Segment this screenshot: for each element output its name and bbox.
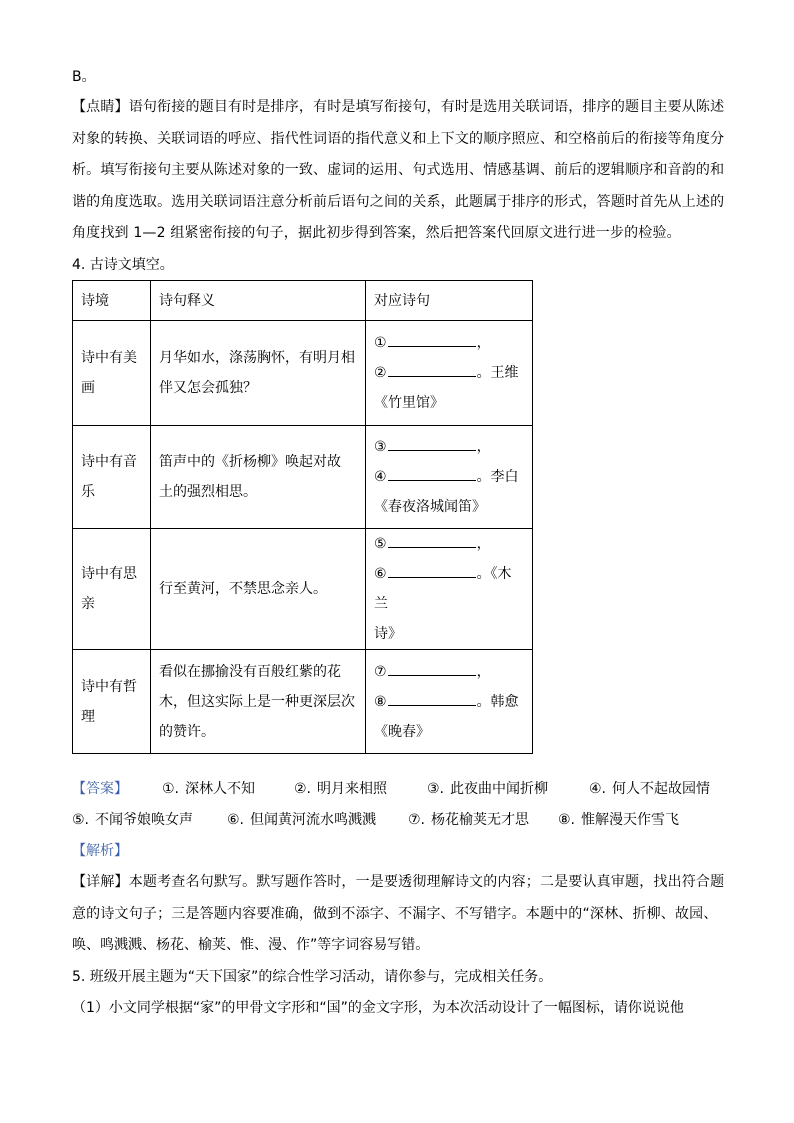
- blank-5[interactable]: [388, 531, 476, 548]
- dianjing-tag: 【点睛】: [72, 99, 129, 115]
- scene-cell: 诗中有思 亲: [73, 529, 151, 650]
- answer-item: ⑦. 杨花榆荚无才思: [408, 812, 530, 828]
- answer-item: ③. 此夜曲中闻折柳: [427, 781, 549, 797]
- table-row: [73, 426, 533, 529]
- blank-7[interactable]: [388, 659, 476, 676]
- blank-8[interactable]: [388, 689, 476, 706]
- answer-row-1: [72, 778, 722, 800]
- lines-cell: ① ， ② 。王维 《竹里馆》: [366, 321, 533, 426]
- poem-table: [72, 280, 533, 754]
- dianjing-line-2: 对象的转换、关联词语的呼应、指代性词语的指代意义和上下文的顺序照应、和空格前后的衔接等角度分: [72, 131, 725, 147]
- dianjing-line-1: [72, 97, 724, 117]
- table-row: [73, 529, 533, 650]
- scene-cell: 诗中有哲 理: [73, 650, 151, 754]
- meaning-cell: 笛声中的《折杨柳》唤起对故 土的强烈相思。: [151, 426, 366, 529]
- dianjing-line-3: 析。填写衔接句主要从陈述对象的一致、虚词的运用、句式选用、情感基调、前后的逻辑顺序和音韵的和: [72, 162, 725, 178]
- scene-cell: 诗中有美 画: [73, 321, 151, 426]
- meaning-cell: 看似在挪揄没有百般红紫的花 木，但这实际上是一种更深层次 的赞许。: [151, 650, 366, 754]
- header-meaning: 诗句释义: [151, 281, 366, 321]
- table-header-row: [73, 281, 533, 321]
- blank-2[interactable]: [388, 360, 476, 377]
- blank-1[interactable]: [388, 330, 476, 347]
- question-5-part-1: （1）小文同学根据“家”的甲骨文字形和“国”的金文字形，为本次活动设计了一幅图标，请你说说他: [72, 1000, 684, 1016]
- lines-cell: ⑤ ， ⑥ 。《木兰 诗》: [366, 529, 533, 650]
- meaning-cell: 行至黄河，不禁思念亲人。: [151, 529, 366, 650]
- answer-row-2: [72, 809, 722, 831]
- answer-item: ⑧. 惟解漫天作雪飞: [558, 812, 680, 828]
- header-lines: 对应诗句: [366, 281, 533, 321]
- dianjing-text-1: 语句衔接的题目有时是排序，有时是填写衔接句，有时是选用关联词语，排序的题目主要从陈述: [128, 99, 725, 115]
- blank-6[interactable]: [388, 561, 476, 578]
- blank-4[interactable]: [388, 464, 476, 481]
- dianjing-line-4: 谐的角度选取。选用关联词语注意分析前后语句之间的关系，此题属于排序的形式，答题时首先从上述的: [72, 194, 725, 210]
- table-row: [73, 650, 533, 754]
- answer-item: ④. 何人不起故园情: [589, 781, 711, 797]
- answer-tag: 【答案】: [72, 781, 128, 797]
- answer-item: ①. 深林人不知: [162, 781, 256, 797]
- question-4-heading: 4. 古诗文填空。: [72, 257, 174, 273]
- detail-line-3: 唤、鸣溅溅、杨花、榆荚、惟、漫、作”等字词容易写错。: [72, 937, 430, 953]
- dianjing-line-5: 角度找到 1—2 组紧密衔接的句子，据此初步得到答案，然后把答案代回原文进行进一步的检验。: [72, 225, 681, 241]
- blank-3[interactable]: [388, 434, 476, 451]
- answer-letter: B。: [72, 69, 96, 85]
- detail-line-2: 意的诗文句子；三是答题内容要准确，做到不添字、不漏字、不写错字。本题中的“深林、折柳、故园、: [72, 906, 718, 922]
- answer-item: ②. 明月来相照: [294, 781, 388, 797]
- lines-cell: ⑦ ， ⑧ 。韩愈 《晚春》: [366, 650, 533, 754]
- detail-line-1: 【详解】本题考查名句默写。默写题作答时，一是要透彻理解诗文的内容；二是要认真审题，找出符合题: [72, 874, 725, 890]
- answer-item: ⑥. 但闻黄河流水鸣溅溅: [227, 812, 377, 828]
- meaning-cell: 月华如水，涤荡胸怀，有明月相 伴又怎会孤独？: [151, 321, 366, 426]
- analysis-tag: 【解析】: [72, 843, 128, 859]
- header-scene: 诗境: [73, 281, 151, 321]
- answer-item: ⑤. 不闻爷娘唤女声: [72, 812, 194, 828]
- lines-cell: ③ ， ④ 。李白 《春夜洛城闻笛》: [366, 426, 533, 529]
- table-row: [73, 321, 533, 426]
- scene-cell: 诗中有音 乐: [73, 426, 151, 529]
- question-5-heading: 5. 班级开展主题为“天下国家”的综合性学习活动，请你参与，完成相关任务。: [72, 969, 553, 985]
- detail-tag: 【详解】: [72, 874, 129, 890]
